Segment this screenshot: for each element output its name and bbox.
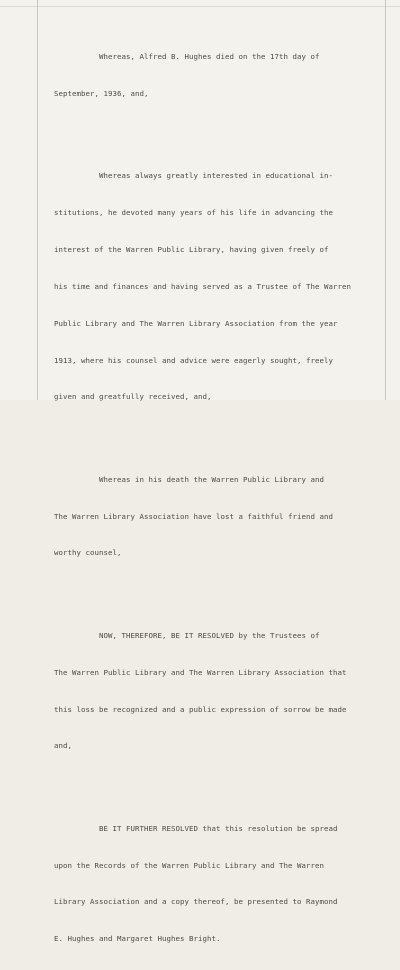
text-line: Whereas in his death the Warren Public Library and bbox=[54, 474, 324, 484]
text-line: upon the Records of the Warren Public Library and The Warren bbox=[54, 860, 324, 870]
text-line: stitutions, he devoted many years of his life in advancing the bbox=[54, 207, 333, 217]
text-line: worthy counsel, bbox=[54, 548, 122, 558]
text-line: September, 1936, and, bbox=[54, 88, 149, 98]
text-line: Public Library and The Warren Library Association from the year bbox=[54, 318, 338, 328]
resolution-text bbox=[54, 14, 384, 970]
text-line: and, bbox=[54, 741, 72, 751]
right-margin-rule bbox=[385, 0, 386, 400]
text-line: E. Hughes and Margaret Hughes Bright. bbox=[54, 934, 221, 944]
left-margin-rule bbox=[37, 0, 38, 400]
text-line: Whereas always greatly interested in educational in- bbox=[54, 171, 333, 181]
text-line: interest of the Warren Public Library, having given freely of bbox=[54, 244, 329, 254]
top-rule bbox=[0, 6, 400, 7]
text-line: this loss be recognized and a public expression of sorrow be made bbox=[54, 704, 347, 714]
text-line: The Warren Library Association have lost a faithful friend and bbox=[54, 511, 333, 521]
text-line: given and greatfully received, and, bbox=[54, 392, 212, 402]
text-line: 1913, where his counsel and advice were eagerly sought, freely bbox=[54, 355, 333, 365]
text-line: The Warren Public Library and The Warren Library Association that bbox=[54, 667, 347, 677]
text-line: NOW, THEREFORE, BE IT RESOLVED by the Trustees of bbox=[54, 630, 320, 640]
text-line: Library Association and a copy thereof, be presented to Raymond bbox=[54, 897, 338, 907]
text-line: his time and finances and having served as a Trustee of The Warren bbox=[54, 281, 351, 291]
text-line: Whereas, Alfred B. Hughes died on the 17th day of bbox=[54, 51, 320, 61]
text-line: BE IT FURTHER RESOLVED that this resolution be spread bbox=[54, 823, 338, 833]
